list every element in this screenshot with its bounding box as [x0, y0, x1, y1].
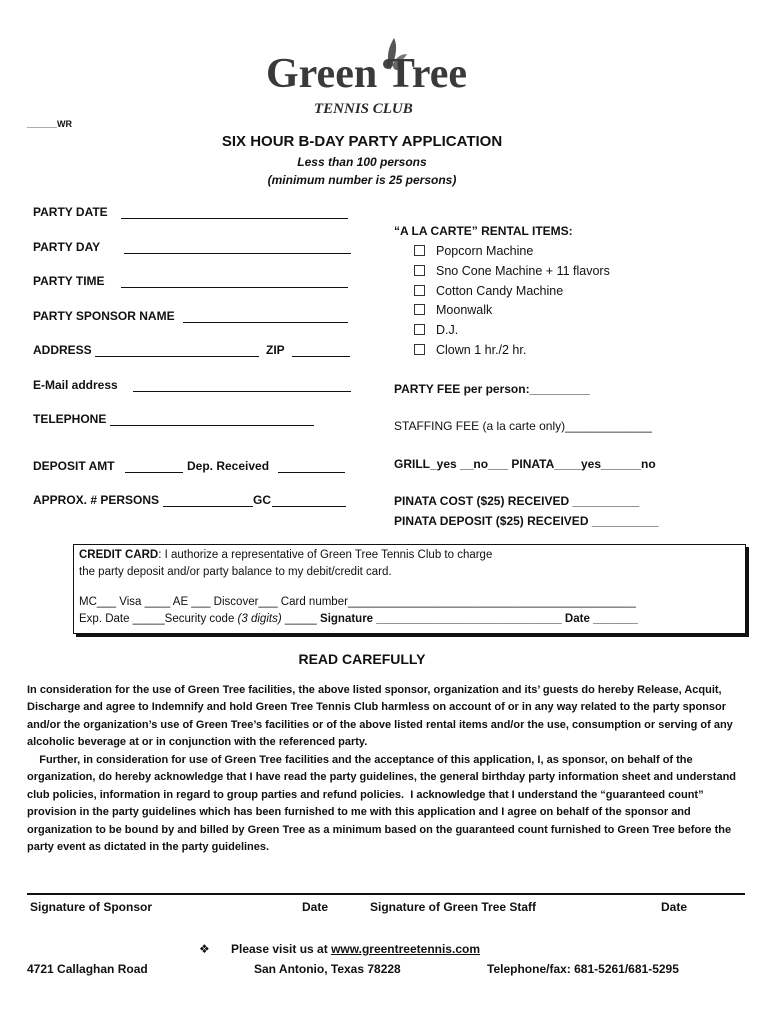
subtitle-persons: Less than 100 persons	[297, 155, 427, 169]
pinata-deposit-field[interactable]: PINATA DEPOSIT ($25) RECEIVED __________	[394, 514, 659, 528]
card-type-number-field[interactable]: MC___ Visa ____ AE ___ Discover___ Card number_____________________________________________	[79, 596, 636, 608]
checkbox[interactable]	[414, 245, 425, 256]
email-label: E-Mail address	[33, 378, 118, 392]
address-field[interactable]	[95, 356, 259, 357]
read-carefully-heading: READ CAREFULLY	[298, 651, 426, 667]
date-label-1: Date	[302, 900, 329, 914]
wr-mark: ______WR	[27, 119, 73, 129]
club-address: 4721 Callaghan Road	[27, 962, 148, 976]
pinata-cost-field[interactable]: PINATA COST ($25) RECEIVED __________	[394, 494, 640, 508]
diamond-bullet-icon: ❖	[199, 942, 210, 956]
staff-signature-label: Signature of Green Tree Staff	[370, 900, 537, 914]
sponsor-signature-label: Signature of Sponsor	[30, 900, 153, 914]
subtitle-minimum: (minimum number is 25 persons)	[267, 173, 457, 187]
carte-item-dj[interactable]: D.J.	[414, 323, 458, 337]
email-field[interactable]	[133, 391, 351, 392]
party-time-field[interactable]	[121, 287, 348, 288]
club-city: San Antonio, Texas 78228	[254, 962, 401, 976]
date-label-2: Date	[661, 900, 688, 914]
credit-card-line1: CREDIT CARD: I authorize a representative of Green Tree Tennis Club to charge	[79, 549, 493, 561]
sponsor-name-field[interactable]	[183, 322, 348, 323]
acknowledge-paragraph: Further, in consideration for use of Green Tree facilities and the acceptance of this application, I, as sponsor, on behalf of the organization, do hereby acknowledge that I have read the party guidelines, the general birthday party information sheet and understand club policies, information in regard to group parties and refund policies. I acknowledge that I understand the “guaranteed count” provision in the party guidelines which has been furnished to me with this application and I agree on behalf of the sponsor and organization to be bound by and billed by Green Tree as a minimum based on the guaranteed count furnished to Green Tree before the party event as dictated in the party guidelines.	[27, 754, 740, 854]
telephone-field[interactable]	[110, 425, 314, 426]
carte-item-popcorn[interactable]: Popcorn Machine	[414, 244, 533, 258]
visit-text: Please visit us at www.greentreetennis.com	[231, 942, 480, 956]
approx-persons-field[interactable]	[163, 506, 253, 507]
party-fee-field[interactable]: PARTY FEE per person:_________	[394, 382, 590, 396]
logo-subtitle: TENNIS CLUB	[314, 101, 413, 117]
dep-received-label: Dep. Received	[187, 459, 270, 473]
dep-received-field[interactable]	[278, 472, 345, 473]
staffing-fee-field[interactable]: STAFFING FEE (a la carte only)_____________	[394, 419, 652, 433]
deposit-amt-field[interactable]	[125, 472, 183, 473]
gc-field[interactable]	[272, 506, 346, 507]
checkbox[interactable]	[414, 265, 425, 276]
carte-item-sno-cone[interactable]: Sno Cone Machine + 11 flavors	[414, 264, 610, 278]
website-link[interactable]: www.greentreetennis.com	[331, 942, 480, 956]
gc-label: GC	[253, 493, 271, 507]
party-date-label: PARTY DATE	[33, 205, 108, 219]
party-time-label: PARTY TIME	[33, 274, 105, 288]
card-exp-signature-field[interactable]: Exp. Date _____Security code (3 digits) _____ Signature _____________________________ Date _______	[79, 613, 638, 625]
club-phone: Telephone/fax: 681-5261/681-5295	[487, 962, 679, 976]
release-paragraph: In consideration for the use of Green Tree facilities, the above listed sponsor, organization and its’ guests do hereby Release, Acquit, Discharge and agree to Indemnify and hold Green Tree Tennis Club harmless on account of or in any way related to the party sponsor and/or the organization’s use of Green Tree’s facilities or of the above listed rental items and/or the use, consumption or serving of any alcoholic beverage at or in conjunction with the referenced party.	[27, 684, 733, 749]
checkbox[interactable]	[414, 285, 425, 296]
carte-heading: “A LA CARTE” RENTAL ITEMS:	[394, 224, 573, 238]
signature-line	[27, 893, 745, 895]
grill-pinata-field[interactable]: GRILL_yes __no___ PINATA____yes______no	[394, 457, 656, 471]
credit-card-box	[73, 544, 746, 634]
carte-item-cotton-candy[interactable]: Cotton Candy Machine	[414, 284, 563, 298]
telephone-label: TELEPHONE	[33, 412, 107, 426]
sponsor-name-label: PARTY SPONSOR NAME	[33, 309, 175, 323]
party-date-field[interactable]	[121, 218, 348, 219]
checkbox[interactable]	[414, 324, 425, 335]
zip-label: ZIP	[266, 343, 285, 357]
address-label: ADDRESS	[33, 343, 92, 357]
credit-card-line2: the party deposit and/or party balance to my debit/credit card.	[79, 566, 392, 578]
carte-item-clown[interactable]: Clown 1 hr./2 hr.	[414, 343, 526, 357]
deposit-amt-label: DEPOSIT AMT	[33, 459, 115, 473]
checkbox[interactable]	[414, 304, 425, 315]
page-title: SIX HOUR B-DAY PARTY APPLICATION	[221, 133, 503, 150]
zip-field[interactable]	[292, 356, 350, 357]
checkbox[interactable]	[414, 344, 425, 355]
approx-persons-label: APPROX. # PERSONS	[33, 493, 160, 507]
party-day-label: PARTY DAY	[33, 240, 101, 254]
logo-name: Green Tree	[266, 51, 467, 97]
carte-item-moonwalk[interactable]: Moonwalk	[414, 303, 492, 317]
party-day-field[interactable]	[124, 253, 351, 254]
